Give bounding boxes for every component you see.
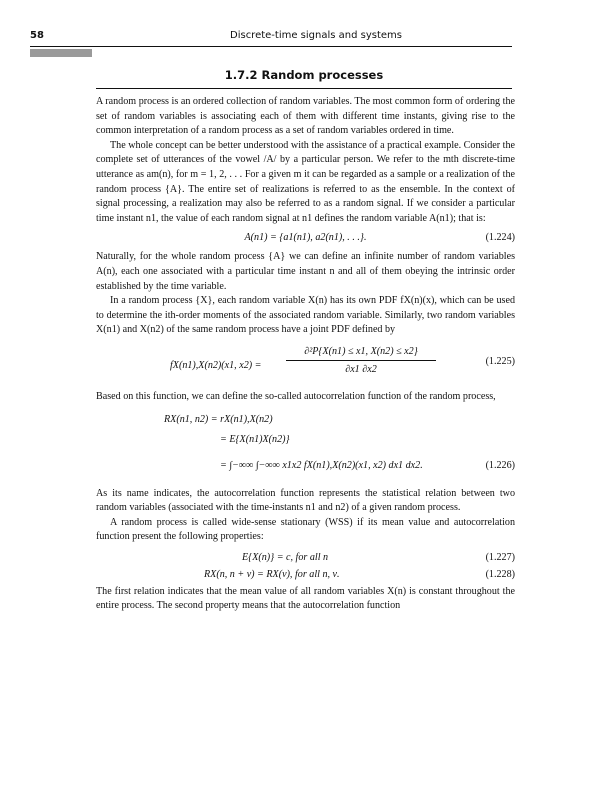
fraction-bar — [286, 360, 436, 361]
equation-1-228-text: RX(n, n + ν) = RX(ν), for all n, ν. — [204, 568, 340, 580]
section-rule — [96, 88, 512, 89]
running-title: Discrete-time signals and systems — [230, 30, 403, 41]
equations-1-227-1-228 — [96, 545, 515, 585]
equation-lhs: fX(n1),X(n2)(x1, x2) = — [170, 359, 262, 371]
equation-1-226 — [96, 405, 515, 487]
paragraph-8: The first relation indicates that the mean value of all random variables X(n) is constant throughout the entire process. The second property means that the autocorrelation function — [96, 585, 515, 612]
equation-1-225 — [96, 338, 515, 390]
page-number: 58 — [30, 30, 44, 41]
equation-1-228-number: (1.228) — [485, 568, 515, 580]
paragraph-2: The whole concept can be better understood with the assistance of a practical example. Consider the complete set of utterances of the vowel /A/ by a particular person. We refer to the mth discrete-time utterance as am(n), for m = 1, 2, . . . For a given m it can be regarded as a sample or a realization of the random process {A}. The entire set of realizations is referred to as the ensemble. In the context of signal processing, a realization may also be referred to as a random signal. If we consider a particular time instant n1, the value of each random signal at n1 defines the random variable A(n1); that is: — [96, 139, 515, 224]
equation-text: A(n1) = {a1(n1), a2(n1), . . .}. — [244, 232, 367, 244]
equation-number: (1.224) — [485, 232, 515, 244]
paragraph-3: Naturally, for the whole random process {A} we can define an infinite number of random variables A(n), each one associated with a particular time instant n and all of them obeying the intrinsic order established by the time variable. — [96, 251, 515, 292]
page-header — [30, 30, 512, 46]
body-text — [96, 95, 515, 614]
equation-line-1: RX(n1, n2) = rX(n1),X(n2) — [164, 413, 273, 425]
paragraph-6: As its name indicates, the autocorrelation function represents the statistical relation between two random variables (associated with the time-instants n1 and n2) of a given random process. — [96, 487, 515, 514]
equation-numerator: ∂²P{X(n1) ≤ x1, X(n2) ≤ x2} — [304, 345, 418, 357]
equation-1-227-number: (1.227) — [485, 551, 515, 563]
paragraph-4: In a random process {X}, each random variable X(n) has its own PDF fX(n)(x), which can be used to determine the ith-order moments of the associated random variable. Similarly, two random variables X(n1) and X(n2) of the same random process have a joint PDF defined by — [96, 295, 515, 336]
equation-1-224 — [96, 226, 515, 250]
section-title: 1.7.2 Random processes — [224, 68, 384, 82]
equation-number: (1.225) — [485, 355, 515, 367]
equation-denominator: ∂x1 ∂x2 — [345, 363, 377, 375]
equation-1-227-text: E{X(n)} = c, for all n — [242, 551, 329, 563]
paragraph-1: A random process is an ordered collection of random variables. The most common form of ordering the set of random variables is associating each of them with different time instants, giving rise to the common interpretation of a random process as a set of random variables ordered in time. — [96, 96, 515, 137]
header-tab-marker — [30, 49, 92, 57]
equation-line-2: = E{X(n1)X(n2)} — [220, 433, 290, 445]
equation-number: (1.226) — [485, 459, 515, 471]
equation-line-3: = ∫−∞∞ ∫−∞∞ x1x2 fX(n1),X(n2)(x1, x2) dx1 dx2. — [220, 459, 423, 471]
paragraph-5: Based on this function, we can define the so-called autocorrelation function of the random process, — [96, 390, 496, 402]
header-rule — [30, 46, 512, 47]
paragraph-7: A random process is called wide-sense stationary (WSS) if its mean value and autocorrelation function present the following properties: — [96, 516, 515, 543]
